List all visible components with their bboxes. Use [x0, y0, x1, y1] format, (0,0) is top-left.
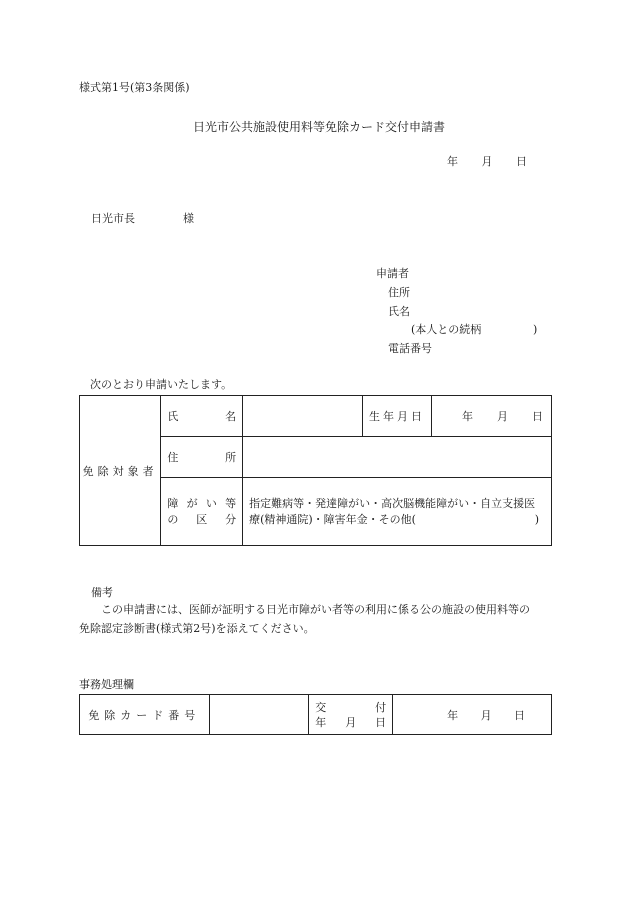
date-line	[447, 155, 527, 169]
name-label: 氏 名	[161, 396, 243, 437]
applicant-name-label: 氏名	[388, 305, 410, 318]
office-use-heading: 事務処理欄	[79, 678, 134, 691]
office-use-table	[79, 694, 552, 735]
applicant-detail-table	[79, 395, 552, 546]
birth-date-value: 年 月 日	[431, 396, 551, 437]
page-title: 日光市公共施設使用料等免除カード交付申請書	[193, 120, 446, 134]
applicant-relationship-close: )	[533, 323, 538, 336]
disability-category-options: 指定難病等・発達障がい・高次脳機能障がい・自立支援医 療(精神通院)・障害年金・その他( )	[243, 478, 552, 546]
intro-text: 次のとおり申請いたします。	[90, 378, 233, 391]
address-value	[243, 437, 552, 478]
applicant-phone-label: 電話番号	[388, 342, 432, 355]
applicant-heading: 申請者	[376, 267, 409, 280]
exempt-person-label: 免除対象者	[80, 396, 161, 546]
remarks-heading: 備考	[91, 586, 113, 599]
date-month: 月	[481, 155, 493, 168]
applicant-relationship-label: (本人との続柄	[411, 323, 482, 336]
disability-category-label: 障 が い 等 の 区 分	[161, 478, 243, 546]
applicant-address-label: 住所	[388, 286, 410, 299]
card-number-value	[209, 695, 309, 735]
remarks-line-1: この申請書には、医師が証明する日光市障がい者等の利用に係る公の施設の使用料等の	[101, 603, 530, 616]
birth-date-label: 生年月日	[363, 396, 432, 437]
address-label: 住 所	[161, 437, 243, 478]
name-value	[243, 396, 363, 437]
issue-date-label: 交 付 年 月 日	[309, 695, 393, 735]
form-number: 様式第1号(第3条関係)	[79, 81, 190, 94]
issue-date-value: 年 月 日	[393, 695, 552, 735]
addressee-name: 日光市長	[91, 212, 135, 225]
remarks-line-2: 免除認定診断書(様式第2号)を添えてください。	[79, 622, 315, 635]
card-number-label: 免除カード番号	[80, 695, 210, 735]
date-day: 日	[516, 155, 527, 168]
date-year: 年	[447, 155, 458, 168]
addressee-honorific: 様	[183, 212, 194, 225]
